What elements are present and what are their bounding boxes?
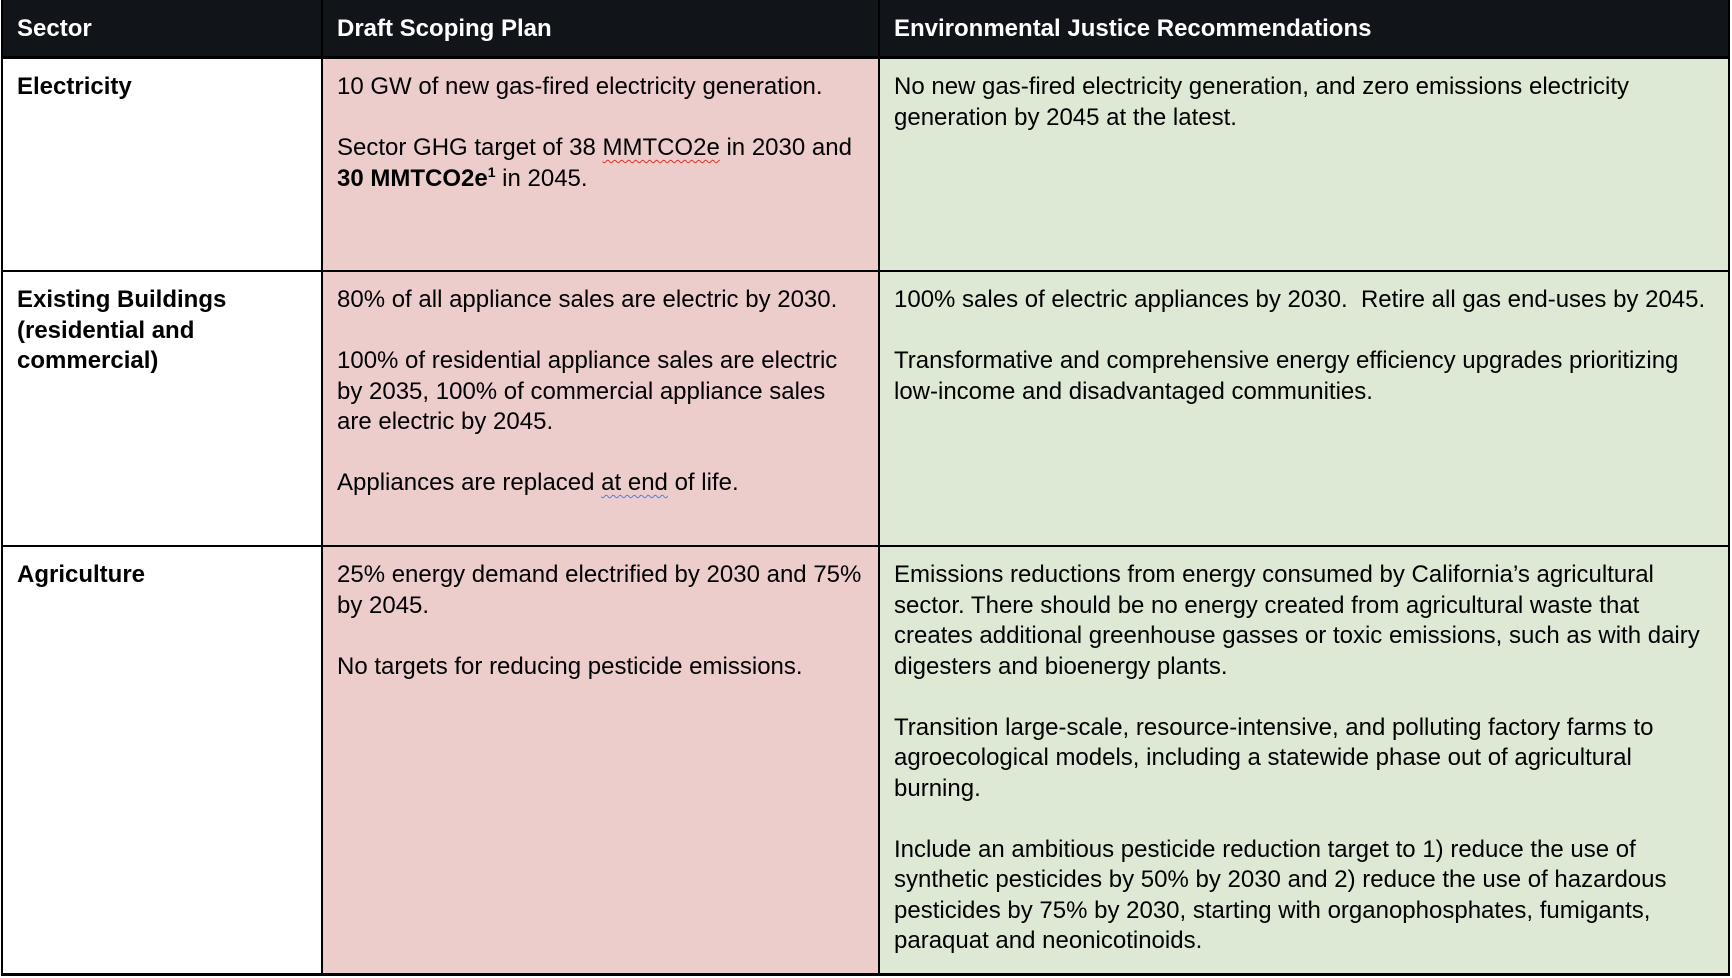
- comparison-table: [1, 0, 1730, 976]
- draft-paragraph: [337, 468, 865, 499]
- ej-paragraph: Include an ambitious pesticide reduction target to 1) reduce the use of synthetic pesticides by 50% by 2030 and 2) reduce the use of hazardous pesticides by 75% by 2030, starting with organophosphates, fumigants, paraquat and neonicotinoids.: [894, 835, 1667, 954]
- table-row: [3, 272, 1728, 547]
- bold-text: 30 MMTCO2e: [337, 164, 488, 192]
- ej-paragraph: Transformative and comprehensive energy efficiency upgrades prioritizing low-income and disadvantaged communities.: [894, 347, 1679, 405]
- header-ej-recommendations: Environmental Justice Recommendations: [894, 15, 1372, 42]
- table-row: [3, 59, 1728, 272]
- draft-paragraph: 80% of all appliance sales are electric by 2030.: [337, 286, 838, 313]
- ej-paragraph: Emissions reductions from energy consumed by California’s agricultural sector. There should be no energy created from agricultural waste that creates additional greenhouse gasses or toxic emissions, such as with dairy digesters and bioenergy plants.: [894, 561, 1700, 680]
- sector-label: Electricity: [17, 73, 132, 100]
- draft-paragraph: [337, 133, 865, 194]
- text-run: Sector GHG target of 38: [337, 134, 603, 161]
- text-run: in 2045.: [495, 164, 588, 192]
- ej-paragraph: 100% sales of electric appliances by 2030. Retire all gas end-uses by 2045.: [894, 286, 1706, 313]
- draft-paragraph: 25% energy demand electrified by 2030 and 75% by 2045.: [337, 561, 862, 619]
- sector-cell[interactable]: [3, 272, 323, 545]
- ej-cell[interactable]: [880, 547, 1728, 973]
- ej-paragraph: Transition large-scale, resource-intensive, and polluting factory farms to agroecological models, including a statewide phase out of agricultural burning.: [894, 713, 1654, 802]
- draft-cell[interactable]: [323, 272, 880, 545]
- draft-paragraph: 10 GW of new gas-fired electricity generation.: [337, 73, 823, 100]
- table-header-row: [3, 0, 1728, 59]
- draft-paragraph: 100% of residential appliance sales are electric by 2035, 100% of commercial appliance sales are electric by 2045.: [337, 347, 838, 435]
- ej-cell[interactable]: [880, 59, 1728, 270]
- spellcheck-flagged-word[interactable]: MMTCO2e: [602, 134, 720, 161]
- sector-cell[interactable]: [3, 59, 323, 270]
- footnote-marker[interactable]: 1: [487, 163, 496, 180]
- draft-cell[interactable]: [323, 547, 880, 973]
- sector-cell[interactable]: [3, 547, 323, 973]
- header-sector: Sector: [3, 0, 323, 56]
- draft-cell[interactable]: [323, 59, 880, 270]
- grammar-flagged-phrase[interactable]: at end: [601, 469, 668, 496]
- sector-label: Existing Buildings (residential and commercial): [17, 286, 227, 374]
- table-row: [3, 547, 1728, 973]
- text-run: Appliances are replaced: [337, 469, 602, 496]
- header-draft-scoping-plan: Draft Scoping Plan: [323, 0, 880, 56]
- text-run: of life.: [667, 469, 739, 496]
- ej-cell[interactable]: [880, 272, 1728, 545]
- sector-label: Agriculture: [17, 561, 146, 588]
- text-run: in 2030 and: [719, 134, 852, 161]
- ej-paragraph: No new gas-fired electricity generation, and zero emissions electricity generation by 2045 at the latest.: [894, 73, 1629, 131]
- draft-paragraph: No targets for reducing pesticide emissions.: [337, 652, 803, 680]
